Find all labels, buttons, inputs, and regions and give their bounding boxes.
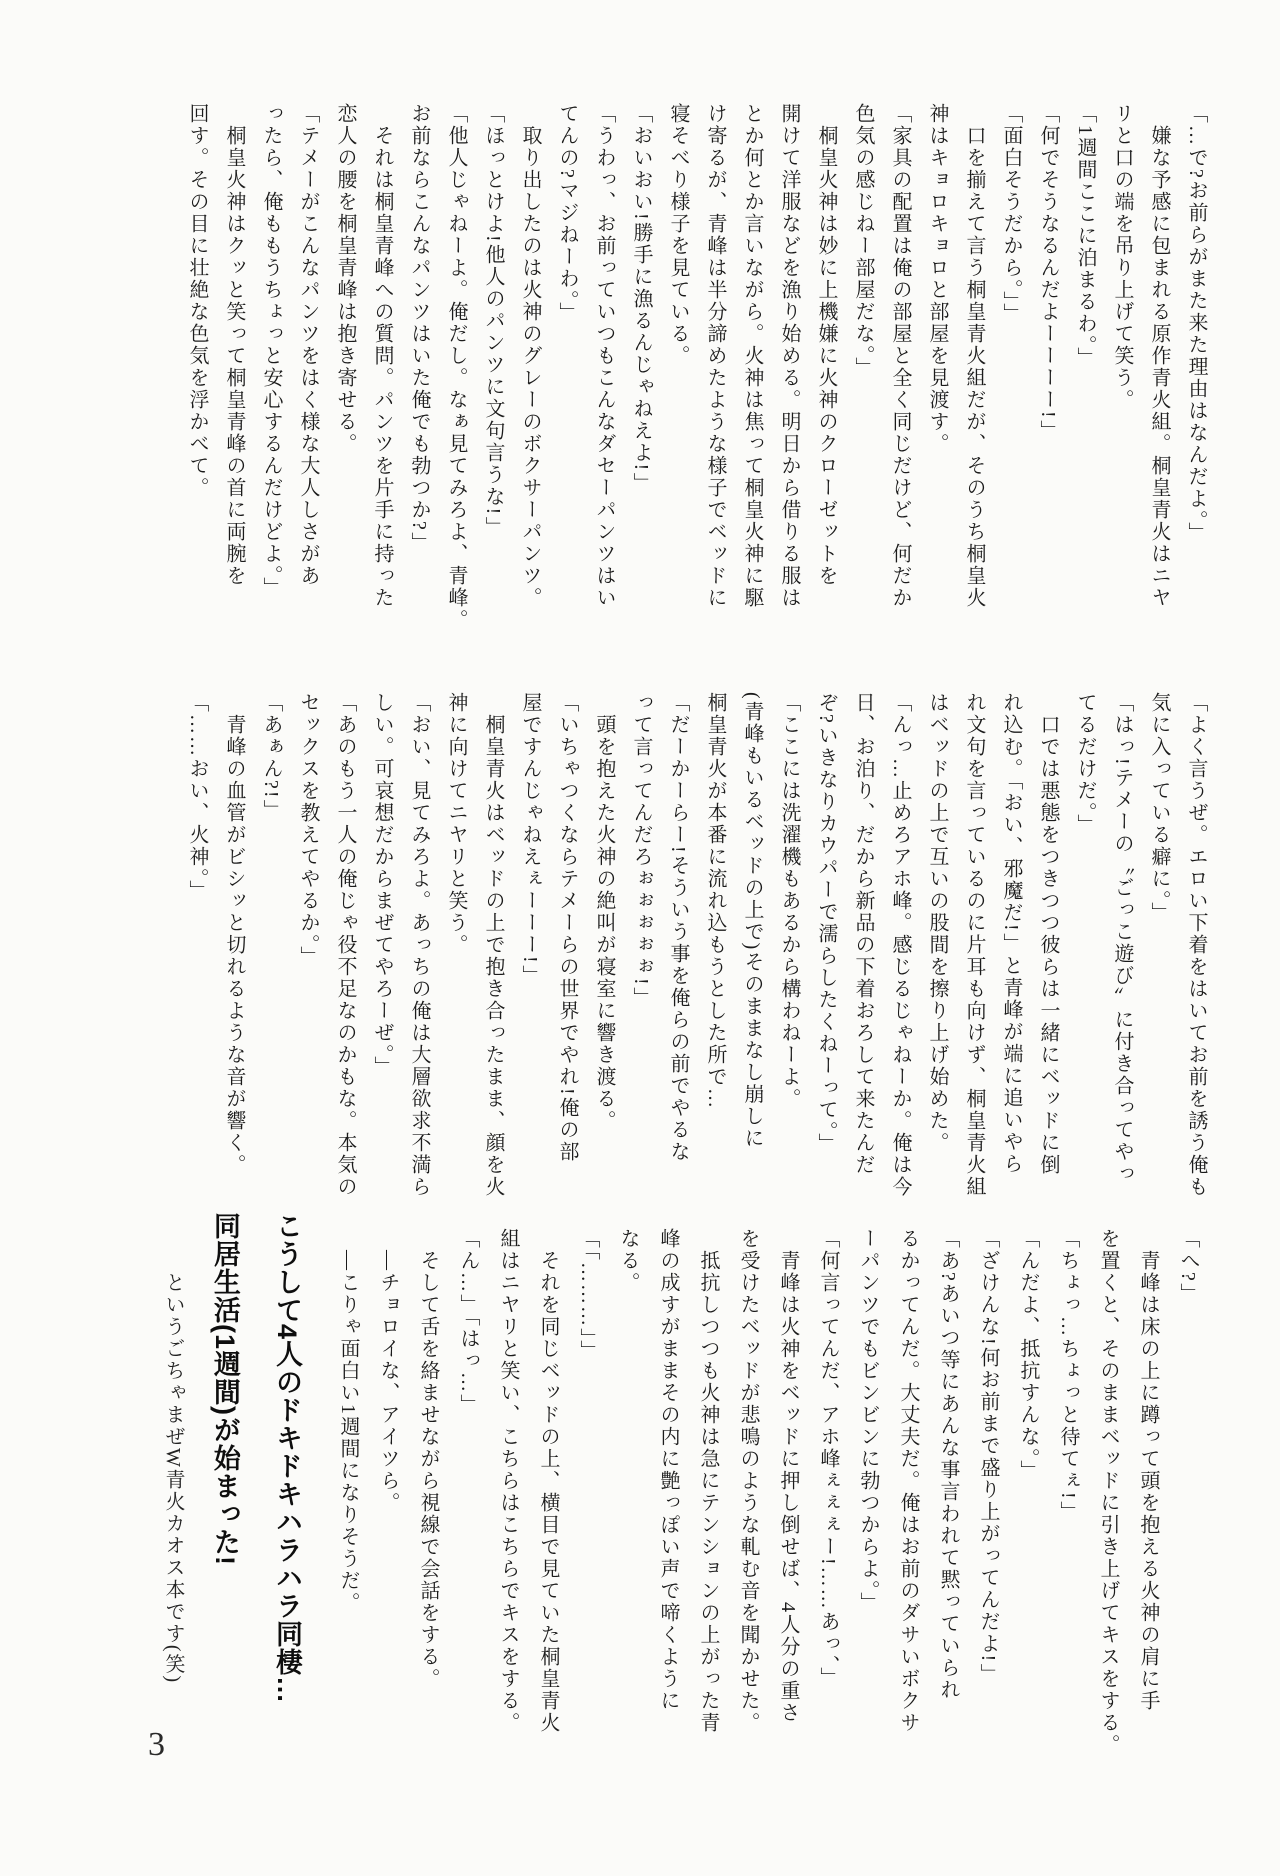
text-line: 桐皇青火が本番に流れ込もうとした所で… [704, 692, 726, 1110]
text-line: 色気の感じねー部屋だな。」 [852, 103, 874, 379]
text-line: 日、お泊り、だから新品の下着おろして来たんだ [852, 692, 874, 1176]
text-line: 「んだよ、抵抗すんな。」 [1017, 1228, 1039, 1482]
text-line: 「んっ…止めろアホ峰。感じるじゃねーか。俺は今 [889, 692, 911, 1198]
text-line: 「家具の配置は俺の部屋と全く同じだけど、何だか [889, 103, 911, 609]
text-line: 抵抗しつつも火神は急にテンションの上がった青 [697, 1228, 719, 1734]
text-line: てるだけだ。」 [1074, 692, 1096, 836]
text-line: とか何とか言いながら。火神は焦って桐皇火神に駆 [741, 103, 763, 609]
text-line: 「面白そうだから。」」 [1000, 103, 1022, 325]
text-line: 「よく言うぜ。エロい下着をはいてお前を誘う俺も [1185, 692, 1207, 1198]
text-line: ぞ?いきなりカウパーで濡らしたくねーって。」 [815, 692, 837, 1155]
text-line: 「ん…」「はっ…」 [457, 1228, 479, 1416]
text-line: そして舌を絡ませながら視線で会話をする。 [417, 1228, 439, 1690]
text-line: 桐皇火神はクッと笑って桐皇青峰の首に両腕を [223, 103, 245, 587]
text-line: 青峰の血管がビシッと切れるような音が響く。 [223, 692, 245, 1176]
text-line: ったら、俺ももうちょっと安心するんだけどよ。」 [260, 103, 282, 599]
text-line: ーパンツでもビンビンに勃つからよ。」 [857, 1228, 879, 1614]
text-line: 口を揃えて言う桐皇青火組だが、そのうち桐皇火 [963, 103, 985, 609]
text-line: 「あのもう一人の俺じゃ役不足なのかもな。本気の [334, 692, 356, 1198]
text-line: け寄るが、青峰は半分諦めたような様子でベッドに [704, 103, 726, 609]
text-line: 「いちゃつくならテメーらの世界でやれ!俺の部 [556, 692, 578, 1163]
text-line: お前ならこんなパンツはいた俺でも勃つか?」 [408, 103, 430, 554]
text-line: はベッドの上で互いの股間を擦り上げ始めた。 [926, 692, 948, 1154]
text-line: 「「………」」 [577, 1228, 599, 1362]
text-line: 恋人の腰を桐皇青峰は抱き寄せる。 [334, 103, 356, 455]
text-line: 「…で?お前らがまた来た理由はなんだよ。」 [1185, 103, 1207, 544]
text-line: しい。可哀想だからまぜてやろーぜ。」 [371, 692, 393, 1078]
text-line: リと口の端を吊り上げて笑う。 [1111, 103, 1133, 411]
text-line: 桐皇青火はベッドの上で抱き合ったまま、顔を火 [482, 692, 504, 1198]
text-line: 「あぁん?!」 [260, 692, 282, 822]
text-line: を置くと、そのままベッドに引き上げてキスをする。 [1097, 1228, 1119, 1756]
page-number: 3 [148, 1726, 165, 1763]
text-line: 桐皇火神は妙に上機嫌に火神のクローゼットを [815, 103, 837, 587]
text-line: 「ちょっ…ちょっと待てぇ!」 [1057, 1228, 1079, 1523]
text-line: 気に入っている癖に。」 [1148, 692, 1170, 924]
text-line: ―こりゃ面白い1週間になりそうだ。 [337, 1228, 359, 1614]
text-line: 「何言ってんだ、アホ峰ぇぇぇー!……あっ、」 [817, 1228, 839, 1689]
text-line: 「テメーがこんなパンツをはく様な大人しさがあ [297, 103, 319, 587]
text-block-middle [178, 692, 1214, 1252]
text-line: 回す。その目に壮絶な色気を浮かべて。 [186, 103, 208, 499]
text-line: 「おいおい!勝手に漁るんじゃねえよ!」 [630, 103, 652, 495]
text-line: 青峰は床の上に蹲って頭を抱える火神の肩に手 [1137, 1228, 1159, 1712]
text-line: 「へ?」 [1177, 1228, 1199, 1305]
text-line: 「他人じゃねーよ。俺だし。なぁ見てみろよ、青峰。 [445, 103, 467, 631]
text-line: 組はニヤリと笑い、こちらはこちらでキスをする。 [497, 1228, 519, 1734]
text-line: 神に向けてニヤリと笑う。 [445, 692, 467, 956]
text-line: 嫌な予感に包まれる原作青火組。桐皇青火はニヤ [1148, 103, 1170, 609]
text-line: 「1週間ここに泊まるわ。」 [1074, 103, 1096, 369]
text-block-bottom [328, 1228, 1208, 1756]
text-line: 「ここには洗濯機もあるから構わねーよ。 [778, 692, 800, 1110]
text-line: 峰の成すがままその内に艶っぽい声で啼くように [657, 1228, 679, 1712]
text-line: 「ほっとけよ!他人のパンツに文句言うな!」 [482, 103, 504, 539]
text-line: こうして4人のドキドキハラハラ同棲… [272, 1212, 302, 1705]
text-line: 寝そべり様子を見ている。 [667, 103, 689, 367]
text-line: なる。 [617, 1228, 639, 1294]
text-line: 口では悪態をつきつつ彼らは一緒にベッドに倒 [1037, 692, 1059, 1176]
text-line: るかってんだ。大丈夫だ。俺はお前のダサいボクサ [897, 1228, 919, 1734]
text-line: それを同じベッドの上、横目で見ていた桐皇青火 [537, 1228, 559, 1734]
text-block-top [178, 103, 1214, 663]
text-line: 同居生活(1週間)が始まった! [209, 1212, 240, 1566]
text-line: ―チョロイな、アイツら。 [377, 1228, 399, 1514]
text-line: れ込む。「おい、邪魔だ!」と青峰が端に追いやら [1000, 692, 1022, 1175]
text-line: 頭を抱えた火神の絶叫が寝室に響き渡る。 [593, 692, 615, 1132]
text-line: セックスを教えてやるか。」 [297, 692, 319, 968]
text-line: 「……おい、火神。」 [186, 692, 208, 902]
text-line: 取り出したのは火神のグレーのボクサーパンツ。 [519, 103, 541, 609]
text-line: 「何でそうなるんだよーーーー!」 [1037, 103, 1059, 442]
text-line: 「あ?あいつ等にあんな事言われて黙っていられ [937, 1228, 959, 1701]
text-line: れ文句を言っているのに片耳も向けず、桐皇青火組 [963, 692, 985, 1198]
text-line: 屋ですんじゃねえぇーーー!」 [519, 692, 541, 987]
author-note: というごちゃまぜW青火カオス本です(笑) [162, 1272, 184, 1685]
text-line: 「はっ!テメーの〝ごっこ遊び〟に付き合ってやっ [1111, 692, 1133, 1185]
text-line: それは桐皇青峰への質問。パンツを片手に持った [371, 103, 393, 609]
text-line: 「うわっ、お前っていつもこんなダセーパンツはい [593, 103, 615, 609]
text-line: 「だーかーらー!そういう事を俺らの前でやるな [667, 692, 689, 1163]
text-line: 開けて洋服などを漁り始める。明日から借りる服は [778, 103, 800, 609]
section-headline [194, 1212, 318, 1704]
text-line: 神はキョロキョロと部屋を見渡す。 [926, 103, 948, 455]
text-line: 「ざけんな!何お前まで盛り上がってんだよ!」 [977, 1228, 999, 1686]
text-line: って言ってんだろぉぉぉぉぉ!」 [630, 692, 652, 1009]
text-line: を受けたベッドが悲鳴のような軋む音を聞かせた。 [737, 1228, 759, 1734]
text-line: てんの?マジねーわ。」 [556, 103, 578, 324]
text-line: (青峰もいるベッドの上で)そのままなし崩しに [741, 692, 763, 1150]
text-line: 青峰は火神をベッドに押し倒せば、4人分の重さ [777, 1228, 799, 1724]
text-line: 「おい、見てみろよ。あっちの俺は大層欲求不満ら [408, 692, 430, 1198]
